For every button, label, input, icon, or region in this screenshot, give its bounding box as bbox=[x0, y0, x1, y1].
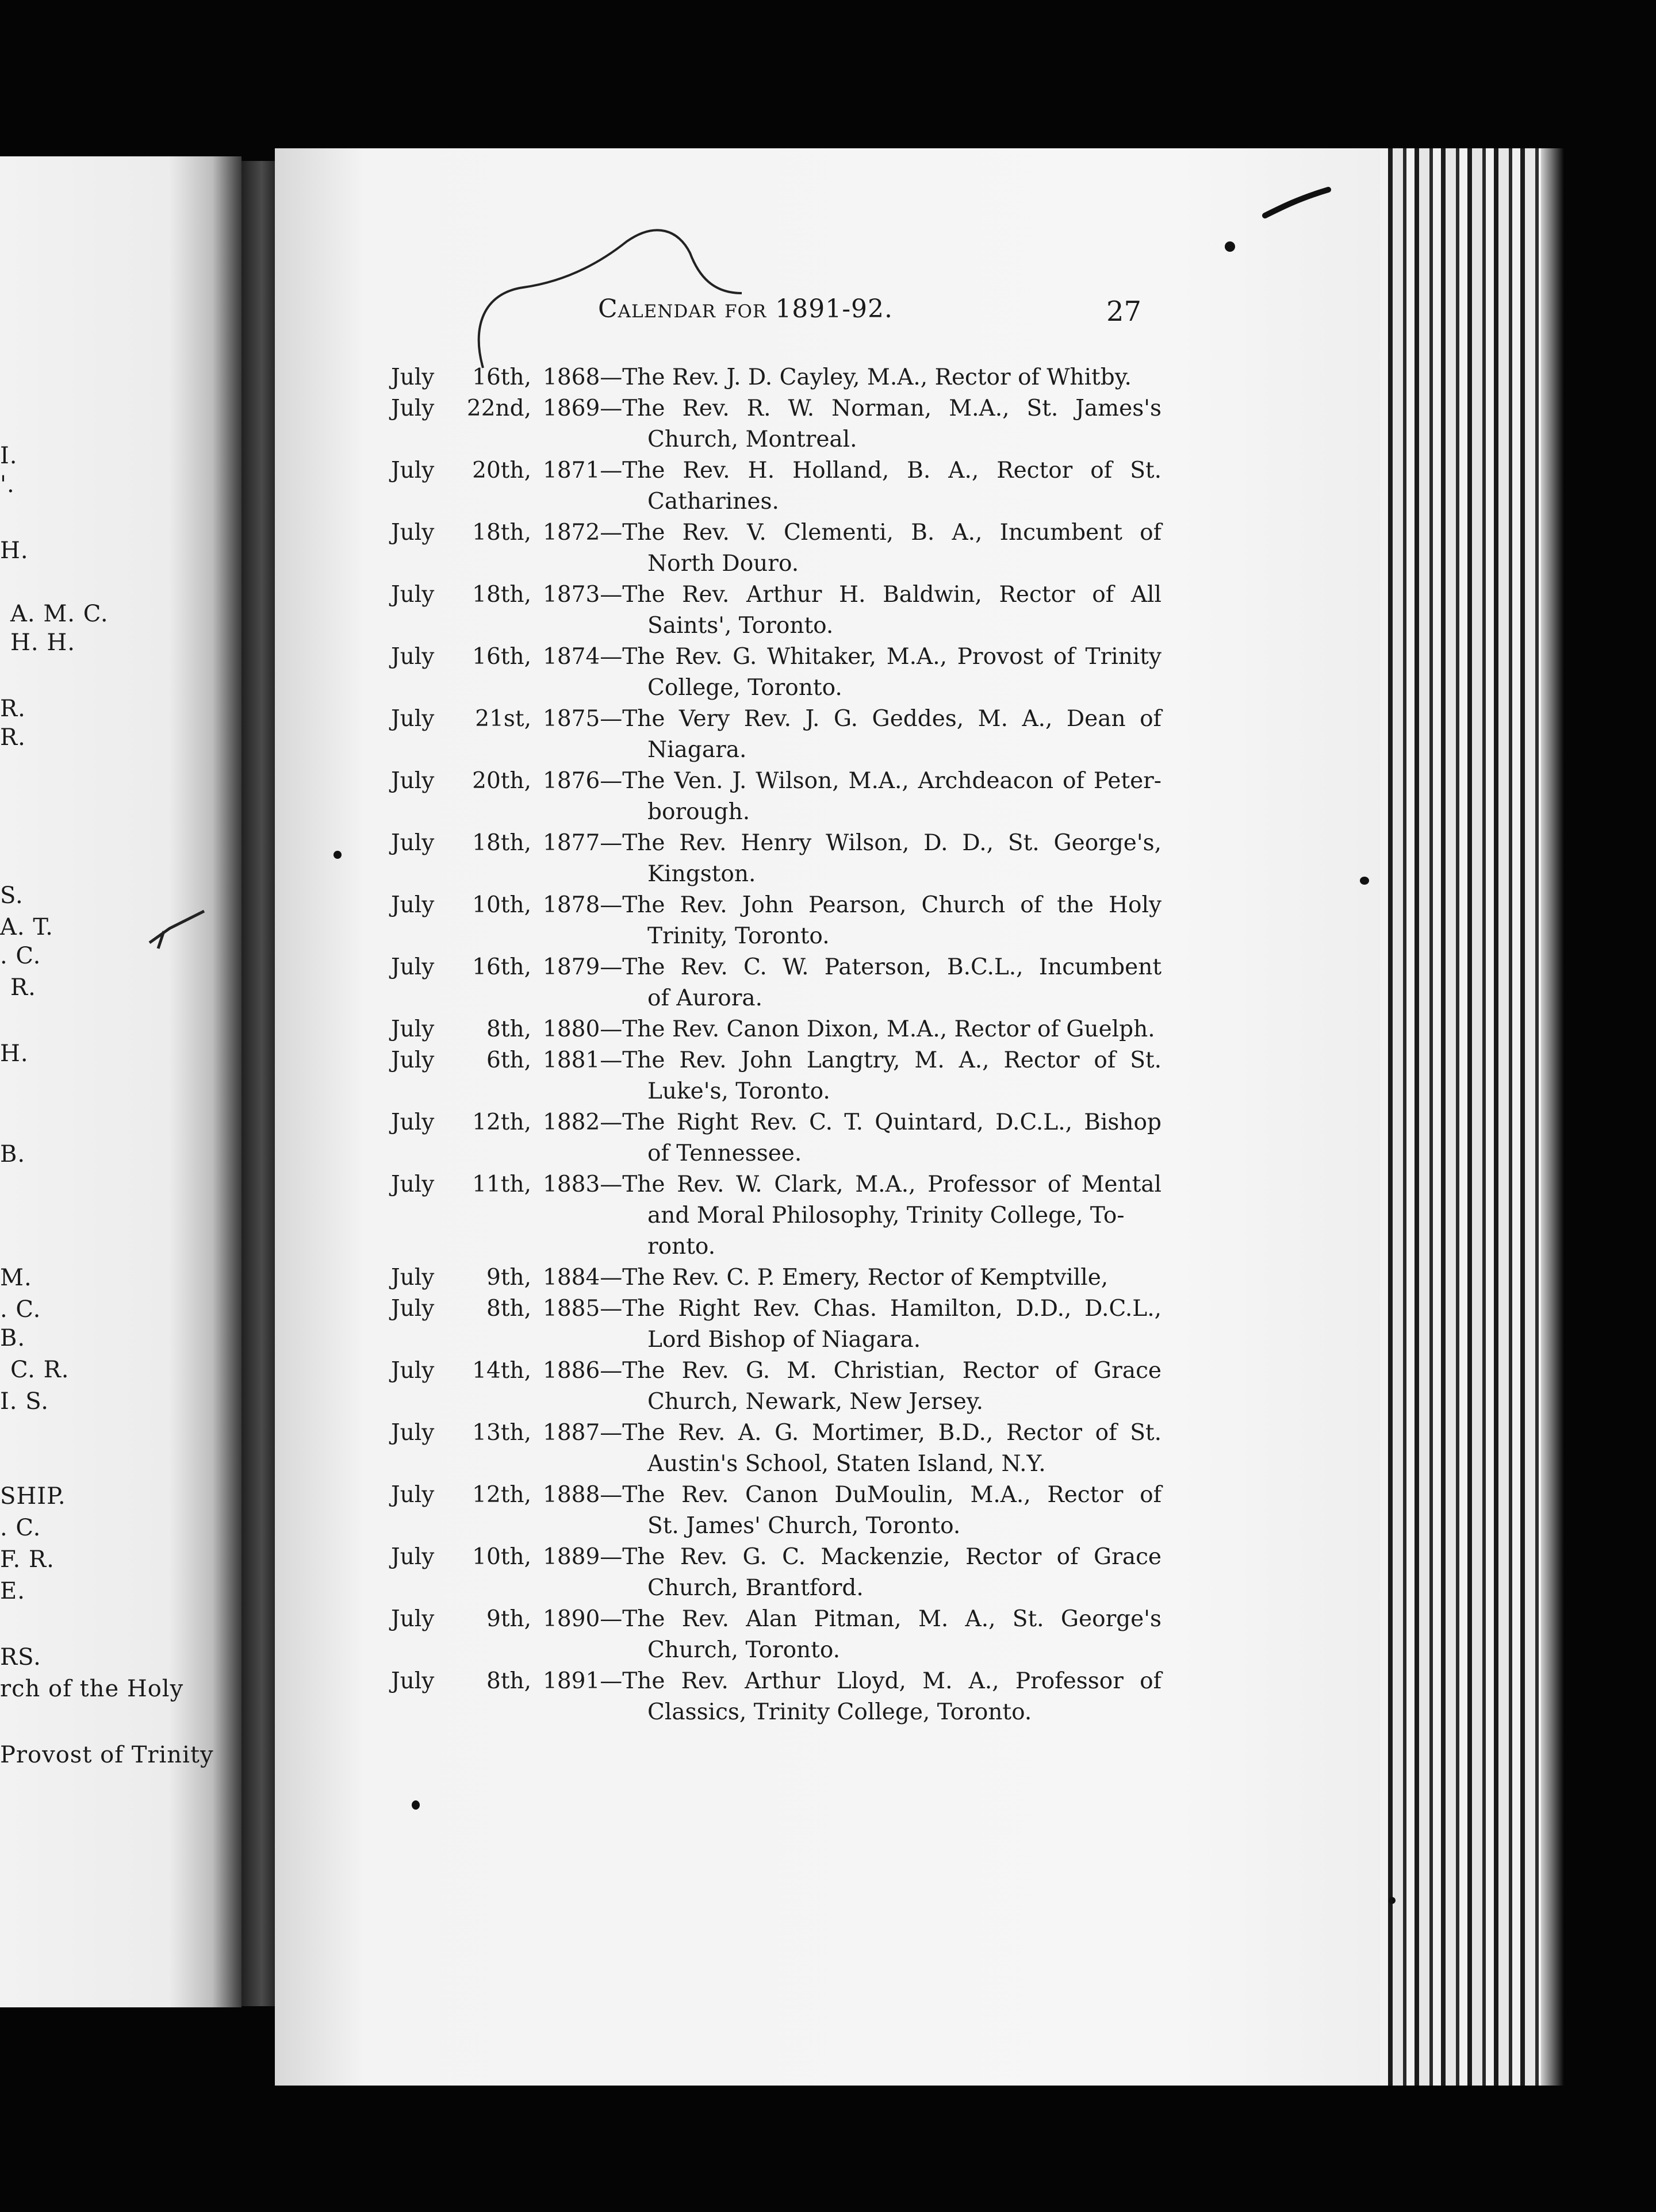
ordination-entry bbox=[391, 517, 1162, 579]
entry-continuation-line bbox=[391, 486, 1162, 517]
ink-stroke-mark bbox=[1259, 184, 1334, 224]
entry-text: Classics, Trinity College, Toronto. bbox=[647, 1699, 1032, 1725]
entry-month: July bbox=[391, 1544, 435, 1570]
left-page-fragment: RS. bbox=[0, 1644, 41, 1670]
ink-blot bbox=[412, 1800, 420, 1810]
ordination-entry bbox=[391, 890, 1162, 952]
entry-day: 16th, bbox=[472, 364, 531, 390]
entry-month: July bbox=[391, 644, 435, 670]
entry-month: July bbox=[391, 520, 435, 546]
entry-text: 1868—The Rev. J. D. Cayley, M.A., Rector of Whitby. bbox=[543, 364, 1132, 390]
ordination-entry bbox=[391, 1666, 1162, 1728]
left-page-fragment: R. bbox=[0, 724, 26, 751]
entry-continuation-line bbox=[391, 1697, 1162, 1728]
entry-text: 1878—The Rev. John Pearson, Church of the Holy bbox=[543, 892, 1162, 918]
ordination-entry bbox=[391, 393, 1162, 455]
entry-text: Church, Montreal. bbox=[647, 427, 857, 452]
entry-month: July bbox=[391, 1358, 435, 1384]
entry-text: 1882—The Right Rev. C. T. Quintard, D.C.L., Bishop bbox=[543, 1109, 1162, 1135]
entry-text: 1883—The Rev. W. Clark, M.A., Professor of Mental bbox=[543, 1172, 1162, 1197]
entry-text: 1880—The Rev. Canon Dixon, M.A., Rector of Guelph. bbox=[543, 1016, 1155, 1042]
entry-text: Catharines. bbox=[647, 489, 779, 514]
entry-text: 1869—The Rev. R. W. Norman, M.A., St. James's bbox=[543, 395, 1162, 421]
entry-line bbox=[391, 1355, 1162, 1387]
entry-line bbox=[391, 393, 1162, 424]
entry-text: Church, Newark, New Jersey. bbox=[647, 1389, 984, 1415]
entry-continuation-line bbox=[391, 1138, 1162, 1169]
entry-line bbox=[391, 766, 1162, 797]
entry-text: 1876—The Ven. J. Wilson, M.A., Archdeacon of Peter- bbox=[543, 768, 1162, 794]
ink-blot bbox=[1225, 241, 1235, 252]
entry-day: 20th, bbox=[472, 768, 531, 794]
entry-continuation-line bbox=[391, 548, 1162, 579]
left-page-fragment: B. bbox=[0, 1141, 26, 1168]
entry-line bbox=[391, 1045, 1162, 1076]
ordination-entry bbox=[391, 1169, 1162, 1262]
entry-month: July bbox=[391, 1016, 435, 1042]
entry-text: 1887—The Rev. A. G. Mortimer, B.D., Rector of St. bbox=[543, 1420, 1162, 1446]
entry-day: 10th, bbox=[472, 892, 531, 918]
entry-text: Kingston. bbox=[647, 861, 756, 887]
entry-text: 1873—The Rev. Arthur H. Baldwin, Rector of All bbox=[543, 582, 1162, 608]
entry-continuation-line bbox=[391, 1635, 1162, 1666]
entry-text: 1881—The Rev. John Langtry, M. A., Rector of St. bbox=[543, 1047, 1162, 1073]
left-page-fragment: A. M. C. bbox=[10, 601, 109, 627]
entry-day: 9th, bbox=[486, 1265, 531, 1291]
ordination-entry bbox=[391, 1014, 1162, 1045]
entry-line bbox=[391, 1014, 1162, 1045]
ink-blot bbox=[334, 851, 342, 859]
left-page-fragment: rch of the Holy bbox=[0, 1676, 184, 1702]
ordination-entry bbox=[391, 1293, 1162, 1355]
entry-line bbox=[391, 1169, 1162, 1200]
pencil-loop-mark bbox=[471, 224, 759, 374]
entry-day: 12th, bbox=[472, 1109, 531, 1135]
entry-text: 1889—The Rev. G. C. Mackenzie, Rector of Grace bbox=[543, 1544, 1162, 1570]
entry-day: 20th, bbox=[472, 458, 531, 483]
left-page-fragment: Provost of Trinity bbox=[0, 1742, 214, 1768]
entry-continuation-line bbox=[391, 610, 1162, 642]
entry-month: July bbox=[391, 1109, 435, 1135]
ordination-entry bbox=[391, 1418, 1162, 1480]
entry-continuation-line bbox=[391, 1511, 1162, 1542]
left-page-fragment: . C. bbox=[0, 943, 41, 969]
left-page-fragment: '. bbox=[0, 471, 15, 498]
entry-continuation-line bbox=[391, 673, 1162, 704]
entry-line bbox=[391, 1293, 1162, 1324]
entry-month: July bbox=[391, 395, 435, 421]
left-page-fragment: . C. bbox=[0, 1296, 41, 1323]
entry-continuation-line bbox=[391, 921, 1162, 952]
running-head: Calendar for 1891-92. bbox=[598, 294, 894, 324]
entry-continuation-line bbox=[391, 1076, 1162, 1107]
entry-text: Luke's, Toronto. bbox=[647, 1078, 830, 1104]
ink-blot bbox=[1360, 877, 1369, 885]
entry-month: July bbox=[391, 1420, 435, 1446]
entry-line bbox=[391, 1480, 1162, 1511]
left-page-fragment: B. bbox=[0, 1325, 26, 1351]
entry-text: 1885—The Right Rev. Chas. Hamilton, D.D., D.C.L., bbox=[543, 1296, 1162, 1322]
entry-text: Saints', Toronto. bbox=[647, 613, 834, 639]
entry-line bbox=[391, 890, 1162, 921]
entry-text: 1875—The Very Rev. J. G. Geddes, M. A., Dean of bbox=[543, 706, 1162, 732]
ordination-entry bbox=[391, 1262, 1162, 1293]
entry-text: 1886—The Rev. G. M. Christian, Rector of Grace bbox=[543, 1358, 1162, 1384]
left-page-fragment: H. bbox=[0, 537, 29, 564]
entry-text: of Aurora. bbox=[647, 985, 763, 1011]
entry-line bbox=[391, 952, 1162, 983]
entry-day: 9th, bbox=[486, 1606, 531, 1632]
entry-line bbox=[391, 828, 1162, 859]
entry-day: 22nd, bbox=[466, 395, 531, 421]
entry-text: Church, Toronto. bbox=[647, 1637, 841, 1663]
ink-blot bbox=[1389, 1897, 1396, 1904]
entry-day: 13th, bbox=[472, 1420, 531, 1446]
entry-day: 8th, bbox=[486, 1296, 531, 1322]
ordination-entry bbox=[391, 766, 1162, 828]
entry-month: July bbox=[391, 1047, 435, 1073]
ordination-entry bbox=[391, 1107, 1162, 1169]
entry-line bbox=[391, 517, 1162, 548]
entry-continuation-line bbox=[391, 1200, 1162, 1231]
margin-scribble-mark bbox=[147, 908, 210, 954]
entry-text: 1872—The Rev. V. Clementi, B. A., Incumbent of bbox=[543, 520, 1162, 546]
entry-text: 1888—The Rev. Canon DuMoulin, M.A., Rector of bbox=[543, 1482, 1162, 1508]
entry-text: of Tennessee. bbox=[647, 1140, 802, 1166]
entry-text: 1891—The Rev. Arthur Lloyd, M. A., Professor of bbox=[543, 1668, 1162, 1694]
entry-day: 18th, bbox=[472, 520, 531, 546]
entry-month: July bbox=[391, 458, 435, 483]
entry-month: July bbox=[391, 1606, 435, 1632]
entry-month: July bbox=[391, 954, 435, 980]
left-page-fragment: R. bbox=[10, 974, 36, 1001]
ordination-entry bbox=[391, 455, 1162, 517]
left-page bbox=[0, 156, 241, 2007]
entry-line bbox=[391, 1262, 1162, 1293]
entry-day: 10th, bbox=[472, 1544, 531, 1570]
entry-text: and Moral Philosophy, Trinity College, To- bbox=[647, 1203, 1125, 1228]
page-number: 27 bbox=[1106, 295, 1142, 328]
ordination-entry bbox=[391, 952, 1162, 1014]
page-edges bbox=[1380, 148, 1564, 2086]
entry-text: North Douro. bbox=[647, 551, 799, 577]
entry-day: 18th, bbox=[472, 582, 531, 608]
ordination-list bbox=[391, 362, 1162, 1728]
entry-continuation-line bbox=[391, 1573, 1162, 1604]
left-page-fragment: H. H. bbox=[10, 629, 75, 656]
entry-text: Niagara. bbox=[647, 737, 747, 763]
entry-month: July bbox=[391, 830, 435, 856]
ordination-entry bbox=[391, 1604, 1162, 1666]
ordination-entry bbox=[391, 1480, 1162, 1542]
entry-day: 18th, bbox=[472, 830, 531, 856]
entry-month: July bbox=[391, 364, 435, 390]
entry-month: July bbox=[391, 1296, 435, 1322]
entry-continuation-line bbox=[391, 859, 1162, 890]
left-page-fragment: F. R. bbox=[0, 1546, 55, 1573]
entry-text: ronto. bbox=[647, 1234, 716, 1259]
entry-text: St. James' Church, Toronto. bbox=[647, 1513, 961, 1539]
left-page-fragment: E. bbox=[0, 1578, 25, 1604]
entry-day: 16th, bbox=[472, 644, 531, 670]
entry-text: Church, Brantford. bbox=[647, 1575, 864, 1601]
left-page-fragment: R. bbox=[0, 696, 26, 722]
left-page-fragment: M. bbox=[0, 1265, 32, 1291]
ordination-entry bbox=[391, 1045, 1162, 1107]
entry-line bbox=[391, 642, 1162, 673]
entry-text: Austin's School, Staten Island, N.Y. bbox=[647, 1451, 1046, 1477]
entry-month: July bbox=[391, 892, 435, 918]
entry-line bbox=[391, 1604, 1162, 1635]
left-page-fragment: C. R. bbox=[10, 1357, 70, 1383]
entry-continuation-line bbox=[391, 1324, 1162, 1355]
entry-continuation-line bbox=[391, 1231, 1162, 1262]
entry-month: July bbox=[391, 1172, 435, 1197]
entry-text: 1871—The Rev. H. Holland, B. A., Rector of St. bbox=[543, 458, 1162, 483]
entry-line bbox=[391, 1542, 1162, 1573]
entry-continuation-line bbox=[391, 735, 1162, 766]
entry-text: 1877—The Rev. Henry Wilson, D. D., St. George's, bbox=[543, 830, 1162, 856]
entry-month: July bbox=[391, 706, 435, 732]
entry-continuation-line bbox=[391, 424, 1162, 455]
entry-text: College, Toronto. bbox=[647, 675, 842, 701]
entry-line bbox=[391, 704, 1162, 735]
left-page-fragment: I. bbox=[0, 443, 18, 469]
entry-day: 16th, bbox=[472, 954, 531, 980]
entry-month: July bbox=[391, 768, 435, 794]
ordination-entry bbox=[391, 704, 1162, 766]
entry-day: 6th, bbox=[486, 1047, 531, 1073]
entry-continuation-line bbox=[391, 1387, 1162, 1418]
entry-text: 1874—The Rev. G. Whitaker, M.A., Provost of Trinity bbox=[543, 644, 1162, 670]
left-page-fragment: I. S. bbox=[0, 1388, 49, 1415]
left-page-fragment: A. T. bbox=[0, 914, 53, 940]
entry-day: 12th, bbox=[472, 1482, 531, 1508]
ordination-entry bbox=[391, 828, 1162, 890]
entry-line bbox=[391, 455, 1162, 486]
entry-month: July bbox=[391, 1265, 435, 1291]
entry-day: 21st, bbox=[475, 706, 531, 732]
entry-day: 8th, bbox=[486, 1668, 531, 1694]
left-page-fragment: S. bbox=[0, 882, 24, 909]
entry-day: 14th, bbox=[472, 1358, 531, 1384]
left-page-fragment: SHIP. bbox=[0, 1483, 66, 1510]
entry-continuation-line bbox=[391, 797, 1162, 828]
entry-line bbox=[391, 579, 1162, 610]
entry-line bbox=[391, 1666, 1162, 1697]
ordination-entry bbox=[391, 1542, 1162, 1604]
entry-day: 11th, bbox=[472, 1172, 531, 1197]
entry-line bbox=[391, 1418, 1162, 1449]
entry-text: Trinity, Toronto. bbox=[647, 923, 830, 949]
ordination-entry bbox=[391, 1355, 1162, 1418]
entry-text: 1884—The Rev. C. P. Emery, Rector of Kemptville, bbox=[543, 1265, 1109, 1291]
entry-day: 8th, bbox=[486, 1016, 531, 1042]
entry-text: borough. bbox=[647, 799, 750, 825]
entry-line bbox=[391, 1107, 1162, 1138]
ordination-entry bbox=[391, 579, 1162, 642]
entry-line bbox=[391, 362, 1162, 393]
left-page-fragment: . C. bbox=[0, 1515, 41, 1541]
ordination-entry bbox=[391, 642, 1162, 704]
left-page-fragment: H. bbox=[0, 1040, 29, 1067]
entry-month: July bbox=[391, 582, 435, 608]
entry-continuation-line bbox=[391, 1449, 1162, 1480]
entry-text: 1879—The Rev. C. W. Paterson, B.C.L., Incumbent bbox=[543, 954, 1162, 980]
entry-continuation-line bbox=[391, 983, 1162, 1014]
ordination-entry bbox=[391, 362, 1162, 393]
entry-text: Lord Bishop of Niagara. bbox=[647, 1327, 921, 1353]
entry-text: 1890—The Rev. Alan Pitman, M. A., St. George's bbox=[543, 1606, 1162, 1632]
entry-month: July bbox=[391, 1482, 435, 1508]
entry-month: July bbox=[391, 1668, 435, 1694]
